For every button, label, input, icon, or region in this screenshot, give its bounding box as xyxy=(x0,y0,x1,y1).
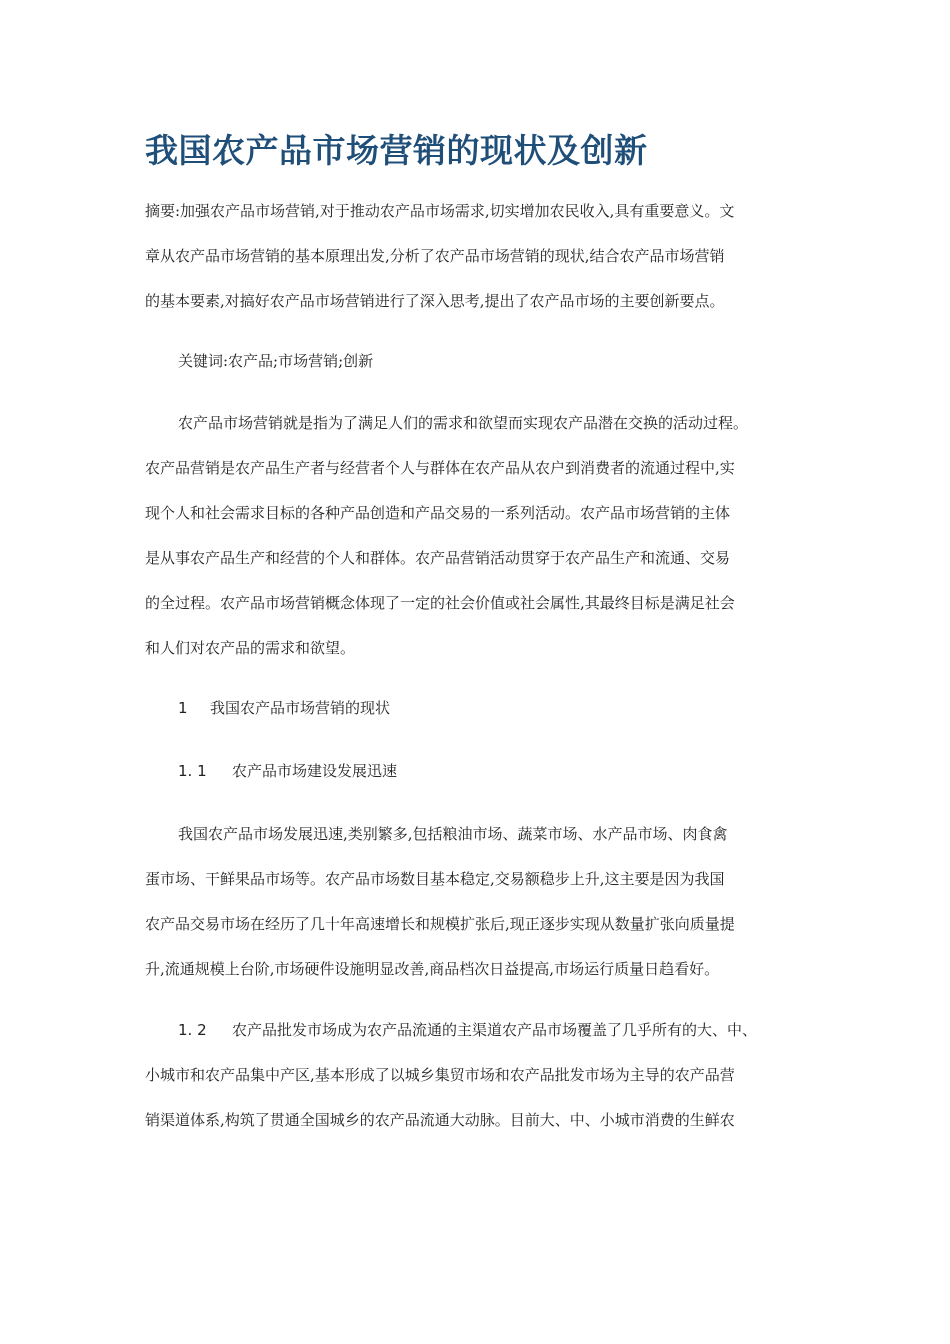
body-line: 农产品交易市场在经历了几十年高速增长和规模扩张后,现正逐步实现从数量扩张向质量提 xyxy=(145,915,735,933)
intro-line: 现个人和社会需求目标的各种产品创造和产品交易的一系列活动。农产品市场营销的主体 xyxy=(145,504,731,522)
body-line: 升,流通规模上台阶,市场硬件设施明显改善,商品档次日益提高,市场运行质量日趋看好。 xyxy=(145,960,720,978)
body-line: 蛋市场、干鲜果品市场等。农产品市场数目基本稳定,交易额稳步上升,这主要是因为我国 xyxy=(145,870,725,888)
abstract-line: 章从农产品市场营销的基本原理出发,分析了农产品市场营销的现状,结合农产品市场营销 xyxy=(145,247,725,265)
intro-line: 的全过程。农产品市场营销概念体现了一定的社会价值或社会属性,其最终目标是满足社会 xyxy=(145,594,735,612)
section-number: 1 xyxy=(178,699,188,717)
intro-line: 和人们对农产品的需求和欲望。 xyxy=(145,639,356,657)
intro-line: 农产品市场营销就是指为了满足人们的需求和欲望而实现农产品潜在交换的活动过程。 xyxy=(178,414,749,432)
abstract-line: 摘要:加强农产品市场营销,对于推动农产品市场需求,切实增加农民收入,具有重要意义。文 xyxy=(145,202,735,220)
body-line: 我国农产品市场发展迅速,类别繁多,包括粮油市场、蔬菜市场、水产品市场、肉食禽 xyxy=(178,825,728,843)
subsection-body xyxy=(145,812,810,992)
intro-line: 农产品营销是农产品生产者与经营者个人与群体在农产品从农户到消费者的流通过程中,实 xyxy=(145,459,735,477)
subsection-number: 1. 2 xyxy=(178,1021,207,1039)
abstract-paragraph xyxy=(145,189,810,324)
intro-line: 是从事农产品生产和经营的个人和群体。农产品营销活动贯穿于农产品生产和流通、交易 xyxy=(145,549,731,567)
body-line: 农产品批发市场成为农产品流通的主渠道农产品市场覆盖了几乎所有的大、中、 xyxy=(232,1021,758,1039)
subsection-title: 农产品市场建设发展迅速 xyxy=(232,762,398,780)
body-line: 销渠道体系,构筑了贯通全国城乡的农产品流通大动脉。目前大、中、小城市消费的生鲜农 xyxy=(145,1111,735,1129)
section-heading xyxy=(145,686,810,731)
abstract-line: 的基本要素,对搞好农产品市场营销进行了深入思考,提出了农产品市场的主要创新要点。 xyxy=(145,292,725,310)
subsection-body xyxy=(145,1008,810,1143)
section-title: 我国农产品市场营销的现状 xyxy=(210,699,391,717)
subsection-number: 1. 1 xyxy=(178,762,207,780)
keywords-paragraph xyxy=(145,339,810,384)
document-title: 我国农产品市场营销的现状及创新 xyxy=(145,131,648,170)
keywords-text: 关键词:农产品;市场营销;创新 xyxy=(178,352,374,370)
subsection-heading xyxy=(145,749,810,794)
body-line: 小城市和农产品集中产区,基本形成了以城乡集贸市场和农产品批发市场为主导的农产品营 xyxy=(145,1066,735,1084)
intro-paragraph xyxy=(145,401,810,671)
